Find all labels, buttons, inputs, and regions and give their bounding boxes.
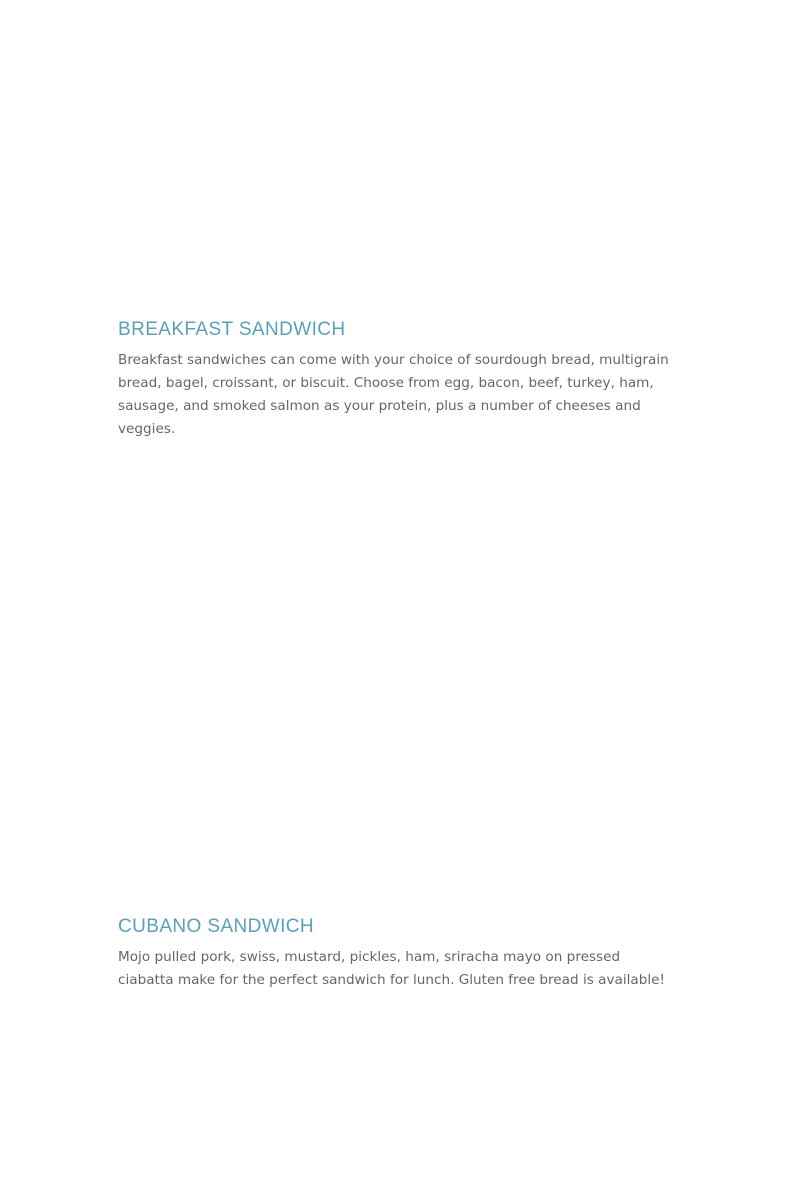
menu-item-cubano-sandwich — [118, 915, 678, 992]
item-description: Mojo pulled pork, swiss, mustard, pickles, ham, sriracha mayo on pressed ciabatta make for the perfect sandwich for lunch. Gluten free bread is available! — [118, 949, 665, 988]
item-description: Breakfast sandwiches can come with your choice of sourdough bread, multigrain bread, bagel, croissant, or biscuit. Choose from egg, bacon, beef, turkey, ham, sausage, and smoked salmon as your protein, plus a number of cheeses and veggies. — [118, 352, 669, 437]
menu-item-breakfast-sandwich — [118, 318, 678, 441]
item-title: CUBANO SANDWICH — [118, 916, 315, 937]
item-title: BREAKFAST SANDWICH — [118, 319, 346, 340]
